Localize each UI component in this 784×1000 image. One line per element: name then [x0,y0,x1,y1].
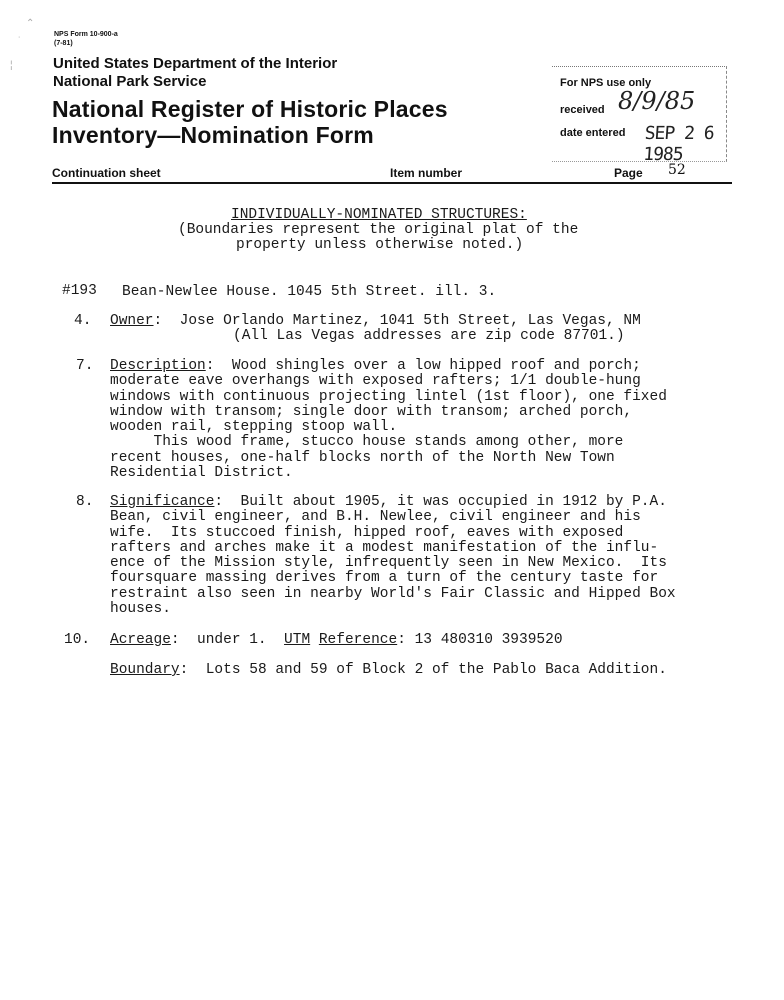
entry-number: #193 [62,283,97,299]
significance-line: rafters and arches make it a modest manifestation of the influ- [110,539,659,556]
significance-line-1: : Built about 1905, it was occupied in 1912 by P.A. [214,494,667,510]
form-title [52,96,448,148]
title-line-1: National Register of Historic Places [52,96,448,122]
page-number: 52 [668,162,686,178]
owner-line [110,314,641,329]
description-text [110,359,667,481]
significance-line: ence of the Mission style, infrequently seen in New Mexico. Its [110,555,667,572]
page-label: Page [614,166,643,180]
acreage-number: 10. [64,632,91,648]
acreage-label: Acreage [110,632,171,648]
department-name: United States Department of the Interior [53,55,338,72]
significance-line: restraint also seen in nearby World's Fair Classic and Hipped Box [110,585,676,602]
entry-name: Bean-Newlee House. 1045 5th Street. ill. 3. [122,284,497,300]
continuation-row [52,164,732,182]
owner-zip-note: (All Las Vegas addresses are zip code 87701.) [233,328,625,344]
acreage-value: : under 1. [170,632,267,648]
owner-label: Owner [110,313,154,329]
description-line: wooden rail, stepping stoop wall. [110,419,398,436]
scan-mark-icon: ˙ [18,36,22,47]
title-line-2: Inventory—Nomination Form [52,122,374,148]
description-line: window with transom; single door with transom; arched porch, [110,403,633,420]
form-identifier [54,30,118,48]
intro-heading: INDIVIDUALLY-NOMINATED STRUCTURES: [231,207,527,223]
intro-line-2: (Boundaries represent the original plat of the [178,222,579,238]
owner-number: 4. [74,313,92,329]
utm-value: : 13 480310 3939520 [397,632,563,648]
boundary-value: : Lots 58 and 59 of Block 2 of the Pablo Baca Addition. [179,662,667,678]
service-name: National Park Service [53,73,207,90]
significance-number: 8. [76,494,94,510]
description-number: 7. [76,358,94,374]
scan-mark-icon: ¦ [10,60,13,71]
continuation-sheet-label: Continuation sheet [52,166,161,180]
acreage-line [110,633,563,648]
description-line: moderate eave overhangs with exposed rafters; 1/1 double-hung [110,373,641,390]
agency-header [53,55,337,91]
nps-use-box [552,66,727,165]
significance-line: Bean, civil engineer, and B.H. Newlee, civil engineer and his [110,509,641,526]
significance-line: wife. Its stuccoed finish, hipped roof, eaves with exposed [110,524,624,541]
significance-text [110,495,676,617]
description-line-1: : Wood shingles over a low hipped roof and porch; [205,358,641,374]
description-label: Description [110,358,206,374]
date-entered-label: date entered [560,127,626,139]
reference-label: Reference [318,632,398,648]
item-number-label: Item number [390,166,463,180]
owner-value: : Jose Orlando Martinez, 1041 5th Street, Las Vegas, NM [153,313,641,329]
boundary-label: Boundary [110,662,180,678]
description-line: windows with continuous projecting lintel (1st floor), one fixed [110,388,667,405]
header-rule [52,182,732,184]
description-line: Residential District. [110,465,293,482]
description-line: recent houses, one-half blocks north of the North New Town [110,449,615,466]
significance-line: houses. [110,601,171,618]
form-date: (7-81) [54,40,73,47]
significance-line: foursquare massing derives from a turn of the century taste for [110,570,659,587]
description-line: This wood frame, stucco house stands among other, more [110,434,624,451]
scan-mark-icon: ⌃ [26,18,35,29]
form-number: NPS Form 10-900-a [54,31,118,38]
significance-label: Significance [110,494,215,510]
boundary-line [110,663,667,678]
intro-line-3: property unless otherwise noted.) [236,237,524,253]
nps-use-header: For NPS use only [560,77,652,89]
utm-label: UTM [284,632,311,648]
received-date-handwritten: 8/9/85 [618,87,696,115]
date-entered-stamp: SEP 2 6 1985 [642,123,715,165]
received-label: received [560,104,605,116]
